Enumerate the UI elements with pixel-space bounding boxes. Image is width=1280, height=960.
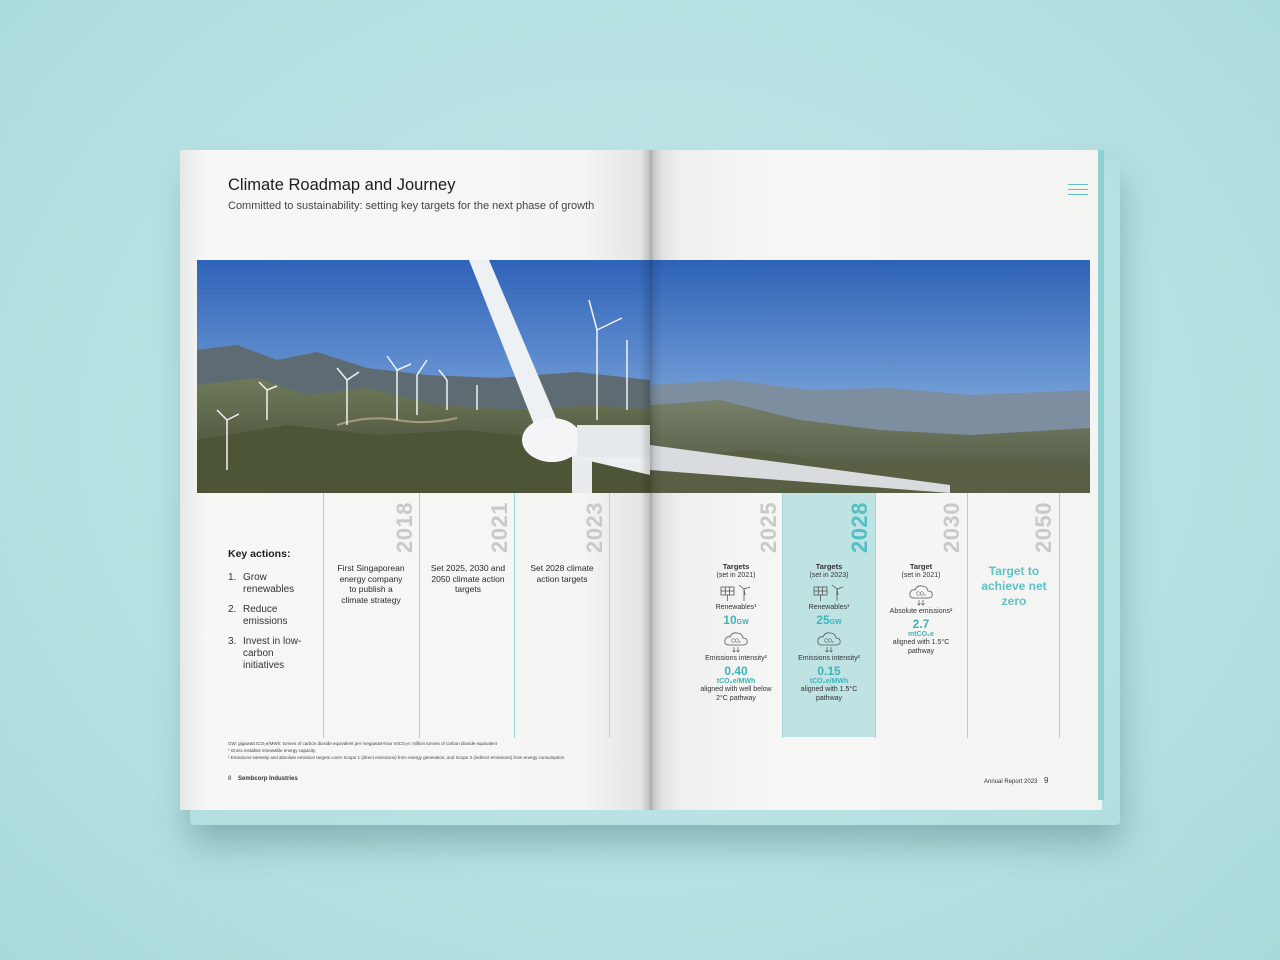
svg-text:CO₂: CO₂ bbox=[731, 638, 741, 645]
key-action-number: 1. bbox=[228, 572, 237, 583]
absolute-note: aligned with 1.5°C pathway bbox=[892, 639, 950, 655]
key-action-number: 3. bbox=[228, 636, 237, 647]
renewables-value: 10 bbox=[723, 612, 737, 627]
renewables-value: 25 bbox=[816, 612, 830, 627]
renewables-unit: GW bbox=[736, 618, 749, 626]
year-label-2030: 2030 bbox=[939, 502, 964, 553]
intensity-note: aligned with 1.5°C pathway bbox=[800, 686, 858, 702]
absolute-label: Absolute emissions² bbox=[889, 608, 953, 615]
target-2030 bbox=[880, 563, 962, 656]
solar-panel-icon bbox=[812, 584, 846, 602]
intensity-value: 0.40 bbox=[724, 663, 748, 678]
year-label-2021: 2021 bbox=[487, 502, 512, 553]
milestone-2021-text: Set 2025, 2030 and 2050 climate action targets bbox=[430, 563, 506, 594]
key-action-item bbox=[228, 604, 303, 628]
footnote-2: ² Emissions intensity and absolute emission targets cover Scope 1 (direct emissions) from energy generation, and Scope 2 (indirect emissions) from energy consumption bbox=[228, 755, 565, 760]
page-subtitle: Committed to sustainability: setting key targets for the next phase of growth bbox=[228, 200, 595, 212]
page-number: 9 bbox=[1044, 776, 1049, 785]
intensity-unit: tCO₂e/MWh bbox=[809, 677, 849, 685]
left-page bbox=[180, 150, 650, 810]
svg-text:CO₂: CO₂ bbox=[824, 638, 834, 645]
year-label-2050: 2050 bbox=[1031, 502, 1056, 553]
menu-icon[interactable] bbox=[1068, 184, 1088, 195]
report-label: Annual Report 2023 bbox=[984, 779, 1038, 785]
column-divider bbox=[609, 493, 610, 738]
column-divider bbox=[875, 493, 876, 738]
key-actions-list bbox=[228, 572, 303, 680]
key-actions-title: Key actions: bbox=[228, 548, 291, 560]
footnotes bbox=[228, 740, 564, 761]
year-label-2025: 2025 bbox=[756, 502, 781, 553]
milestone-2018-text: First Singaporean energy company to publish a climate strategy bbox=[337, 563, 405, 605]
column-divider bbox=[323, 493, 324, 738]
footnote-1: ¹ Gross installed renewable energy capacity bbox=[228, 748, 316, 753]
year-label-2018: 2018 bbox=[392, 502, 417, 553]
milestone-2023-text: Set 2028 climate action targets bbox=[530, 563, 594, 584]
co2-cloud-icon bbox=[723, 631, 749, 653]
target-2025 bbox=[695, 563, 777, 703]
wind-farm-photo-left bbox=[197, 260, 650, 493]
column-divider bbox=[514, 493, 515, 738]
right-page bbox=[650, 150, 1102, 810]
book-gutter bbox=[640, 150, 662, 810]
target-heading: Target bbox=[909, 562, 933, 571]
key-action-text: Invest in low-carbon initiatives bbox=[243, 636, 302, 671]
key-action-text: Grow renewables bbox=[243, 572, 295, 595]
page-title: Climate Roadmap and Journey bbox=[228, 176, 456, 194]
wind-farm-photo-right bbox=[650, 260, 1090, 493]
key-action-item bbox=[228, 572, 303, 596]
page-edge bbox=[1098, 150, 1104, 800]
year-label-2028: 2028 bbox=[847, 502, 872, 553]
target-2028 bbox=[788, 563, 870, 703]
renewables-label: Renewables¹ bbox=[715, 604, 757, 611]
column-divider bbox=[1059, 493, 1060, 738]
intensity-note: aligned with well below 2°C pathway bbox=[700, 686, 772, 702]
net-zero-target: Target to achieve net zero bbox=[981, 564, 1047, 608]
co2-cloud-icon bbox=[908, 584, 934, 606]
company-name: Sembcorp Industries bbox=[238, 776, 298, 782]
co2-cloud-icon bbox=[816, 631, 842, 653]
absolute-value: 2.7 bbox=[912, 616, 930, 631]
intensity-value: 0.15 bbox=[817, 663, 841, 678]
column-divider bbox=[419, 493, 420, 738]
target-set-in: (set in 2021) bbox=[901, 571, 941, 579]
solar-panel-icon bbox=[719, 584, 753, 602]
column-divider bbox=[782, 493, 783, 738]
renewables-label: Renewables¹ bbox=[808, 604, 850, 611]
target-set-in: (set in 2023) bbox=[809, 571, 849, 579]
page-footer-right bbox=[984, 776, 1049, 785]
year-label-2023: 2023 bbox=[582, 502, 607, 553]
page-footer-left bbox=[228, 776, 298, 782]
target-heading: Targets bbox=[815, 562, 843, 571]
svg-text:CO₂: CO₂ bbox=[916, 591, 926, 598]
target-heading: Targets bbox=[722, 562, 750, 571]
target-set-in: (set in 2021) bbox=[716, 571, 756, 579]
footnote-abbreviations: GW: gigawatt tCO₂e/MWh: tonnes of carbon dioxide equivalent per megawatt-hour mtCO₂e: million tonnes of carbon dioxide equivalent bbox=[228, 741, 498, 746]
page-number: 8 bbox=[228, 776, 232, 782]
renewables-unit: GW bbox=[829, 618, 842, 626]
intensity-label: Emissions intensity² bbox=[798, 655, 860, 662]
intensity-unit: tCO₂e/MWh bbox=[716, 677, 756, 685]
absolute-unit: mtCO₂e bbox=[907, 630, 935, 638]
key-action-text: Reduce emissions bbox=[243, 604, 288, 627]
intensity-label: Emissions intensity² bbox=[705, 655, 767, 662]
column-divider bbox=[967, 493, 968, 738]
key-action-number: 2. bbox=[228, 604, 237, 615]
key-action-item bbox=[228, 636, 303, 672]
